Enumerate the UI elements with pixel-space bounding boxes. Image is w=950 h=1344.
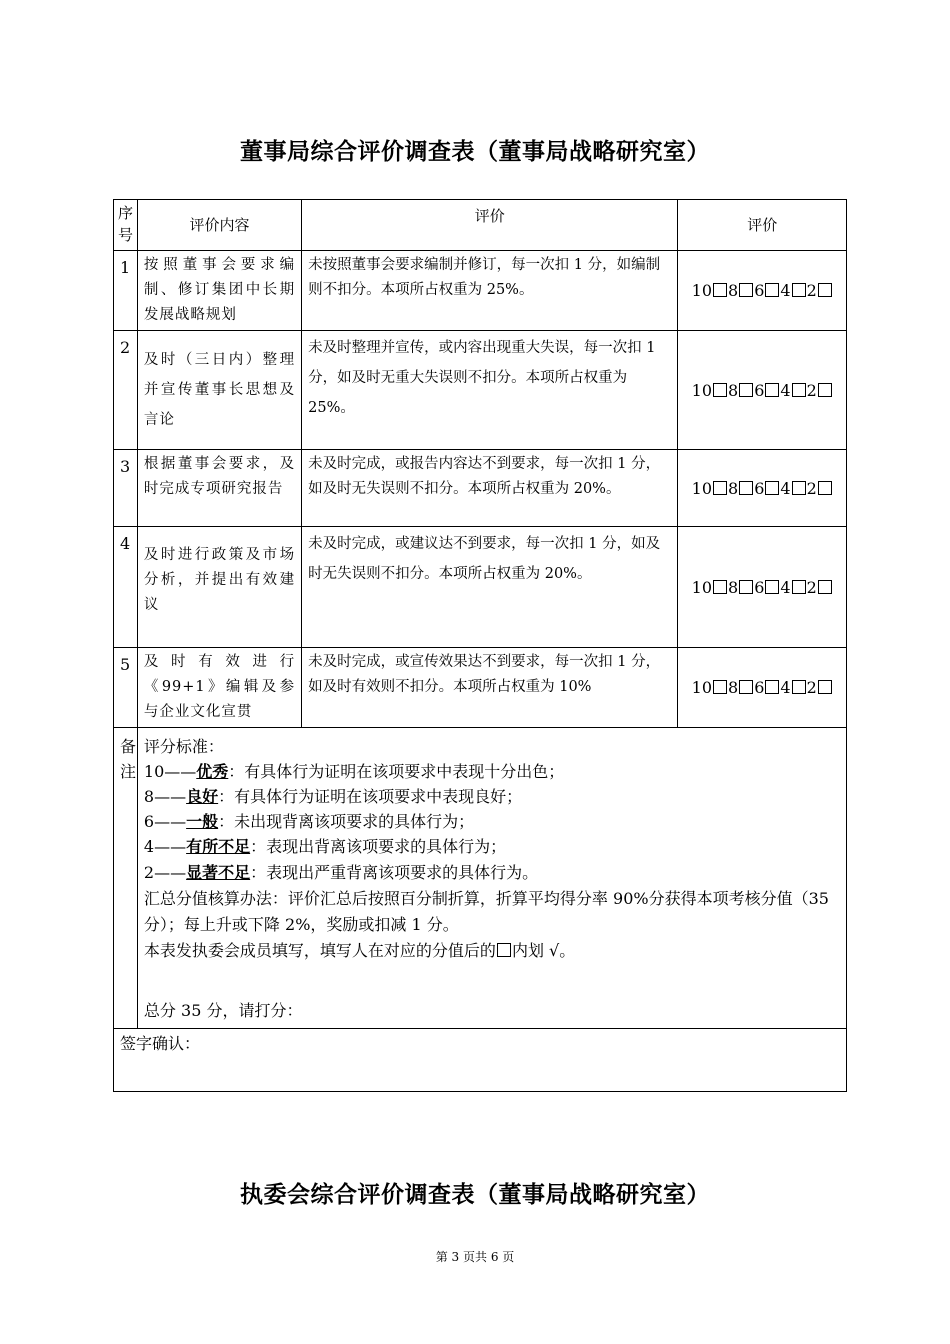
score-checkbox[interactable] bbox=[818, 283, 832, 297]
header-content: 评价内容 bbox=[137, 200, 301, 251]
score-value: 2 bbox=[806, 478, 817, 498]
total-score: 总分 35 分，请打分： bbox=[143, 1001, 303, 1020]
checkbox-icon bbox=[497, 943, 511, 957]
row-content: 及时（三日内）整理并宣传董事长思想及言论 bbox=[137, 331, 301, 450]
notes-label: 备注 bbox=[114, 728, 138, 1029]
page-title: 董事局综合评价调查表（董事局战略研究室） bbox=[240, 139, 710, 165]
score-value: 8 bbox=[728, 577, 739, 597]
score-value: 10 bbox=[691, 678, 712, 697]
page-footer: 第 3 页共 6 页 bbox=[435, 1250, 515, 1264]
score-checkbox[interactable] bbox=[739, 283, 753, 297]
score-checkbox[interactable] bbox=[739, 383, 753, 397]
score-checkbox[interactable] bbox=[713, 481, 727, 495]
score-checkbox[interactable] bbox=[792, 283, 806, 297]
score-checkbox[interactable] bbox=[713, 383, 727, 397]
score-checkbox[interactable] bbox=[765, 580, 779, 594]
row-standard: 未及时完成，或建议达不到要求，每一次扣 1 分，如及时无失误则不扣分。本项所占权重为 20%。 bbox=[302, 527, 678, 648]
table-row bbox=[114, 450, 847, 527]
level-line: 2——显著不足：表现出严重背离该项要求的具体行为。 bbox=[143, 863, 539, 882]
score-checkbox[interactable] bbox=[739, 680, 753, 694]
score-value: 4 bbox=[780, 678, 791, 697]
score-checkbox[interactable] bbox=[792, 580, 806, 594]
score-checkbox[interactable] bbox=[765, 383, 779, 397]
score-value: 4 bbox=[780, 380, 791, 400]
notes-heading: 评分标准： bbox=[143, 737, 224, 756]
score-checkbox[interactable] bbox=[765, 481, 779, 495]
score-checkbox[interactable] bbox=[818, 481, 832, 495]
row-content: 按照董事会要求编制、修订集团中长期发展战略规划 bbox=[137, 251, 301, 331]
table-row bbox=[114, 331, 847, 450]
score-value: 6 bbox=[754, 678, 765, 697]
row-number: 1 bbox=[114, 251, 138, 331]
signature-field[interactable]: 签字确认： bbox=[114, 1029, 847, 1092]
score-checkbox[interactable] bbox=[818, 680, 832, 694]
row-number: 2 bbox=[114, 331, 138, 450]
table-row bbox=[114, 648, 847, 728]
score-options[interactable] bbox=[678, 331, 847, 450]
score-value: 2 bbox=[806, 577, 817, 597]
score-value: 2 bbox=[806, 380, 817, 400]
row-number: 5 bbox=[114, 648, 138, 728]
row-number: 3 bbox=[114, 450, 138, 527]
score-checkbox[interactable] bbox=[792, 680, 806, 694]
next-table-title: 执委会综合评价调查表（董事局战略研究室） bbox=[240, 1182, 710, 1208]
score-checkbox[interactable] bbox=[739, 580, 753, 594]
row-content: 及时进行政策及市场分析，并提出有效建议 bbox=[137, 527, 301, 648]
evaluation-table bbox=[113, 199, 847, 1092]
score-value: 8 bbox=[728, 478, 739, 498]
notes-content bbox=[137, 728, 846, 1029]
score-options[interactable] bbox=[678, 450, 847, 527]
calc-method: 汇总分值核算办法：评价汇总后按照百分制折算，折算平均得分率 90%分获得本项考核分值（35 分）；每上升或下降 2%，奖励或扣减 1 分。 bbox=[143, 889, 829, 934]
score-value: 8 bbox=[728, 678, 739, 697]
header-serial: 序号 bbox=[114, 200, 138, 251]
level-line: 4——有所不足：表现出背离该项要求的具体行为； bbox=[143, 837, 507, 856]
header-score: 评价 bbox=[678, 200, 847, 251]
row-standard: 未按照董事会要求编制并修订，每一次扣 1 分，如编制则不扣分。本项所占权重为 25%。 bbox=[302, 251, 678, 331]
table-row bbox=[114, 251, 847, 331]
score-value: 6 bbox=[754, 380, 765, 400]
level-line: 6——一般：未出现背离该项要求的具体行为； bbox=[143, 812, 475, 831]
row-standard: 未及时完成，或报告内容达不到要求，每一次扣 1 分，如及时无失误则不扣分。本项所占权重为 20%。 bbox=[302, 450, 678, 527]
level-line: 10——优秀：有具体行为证明在该项要求中表现十分出色； bbox=[143, 762, 565, 781]
level-line: 8——良好：有具体行为证明在该项要求中表现良好； bbox=[143, 787, 523, 806]
header-standard: 评价 bbox=[302, 200, 678, 251]
score-value: 10 bbox=[691, 380, 712, 400]
score-options[interactable] bbox=[678, 251, 847, 331]
fill-instruction: 本表发执委会成员填写，填写人在对应的分值后的 内划 √。 bbox=[143, 941, 576, 960]
score-value: 4 bbox=[780, 577, 791, 597]
score-checkbox[interactable] bbox=[818, 580, 832, 594]
row-standard: 未及时完成，或宣传效果达不到要求，每一次扣 1 分，如及时有效则不扣分。本项所占权重为 10% bbox=[302, 648, 678, 728]
signature-row bbox=[114, 1029, 847, 1092]
score-value: 10 bbox=[691, 478, 712, 498]
score-checkbox[interactable] bbox=[792, 383, 806, 397]
notes-row bbox=[114, 728, 847, 1029]
score-checkbox[interactable] bbox=[713, 680, 727, 694]
score-checkbox[interactable] bbox=[713, 580, 727, 594]
score-checkbox[interactable] bbox=[739, 481, 753, 495]
score-value: 4 bbox=[780, 478, 791, 498]
score-value: 10 bbox=[691, 577, 712, 597]
table-header-row bbox=[114, 200, 847, 251]
row-standard: 未及时整理并宣传，或内容出现重大失误，每一次扣 1 分，如及时无重大失误则不扣分。本项所占权重为 25%。 bbox=[302, 331, 678, 450]
score-options[interactable] bbox=[678, 648, 847, 728]
score-value: 2 bbox=[806, 281, 817, 300]
score-checkbox[interactable] bbox=[765, 680, 779, 694]
score-checkbox[interactable] bbox=[713, 283, 727, 297]
score-value: 8 bbox=[728, 380, 739, 400]
score-checkbox[interactable] bbox=[792, 481, 806, 495]
score-value: 6 bbox=[754, 281, 765, 300]
table-row bbox=[114, 527, 847, 648]
row-content: 及时有效进行《99+1》编辑及参与企业文化宣贯 bbox=[137, 648, 301, 728]
score-value: 2 bbox=[806, 678, 817, 697]
score-value: 10 bbox=[691, 281, 712, 300]
score-value: 6 bbox=[754, 577, 765, 597]
row-number: 4 bbox=[114, 527, 138, 648]
row-content: 根据董事会要求，及时完成专项研究报告 bbox=[137, 450, 301, 527]
score-value: 4 bbox=[780, 281, 791, 300]
score-options[interactable] bbox=[678, 527, 847, 648]
score-checkbox[interactable] bbox=[765, 283, 779, 297]
score-checkbox[interactable] bbox=[818, 383, 832, 397]
score-value: 6 bbox=[754, 478, 765, 498]
score-value: 8 bbox=[728, 281, 739, 300]
